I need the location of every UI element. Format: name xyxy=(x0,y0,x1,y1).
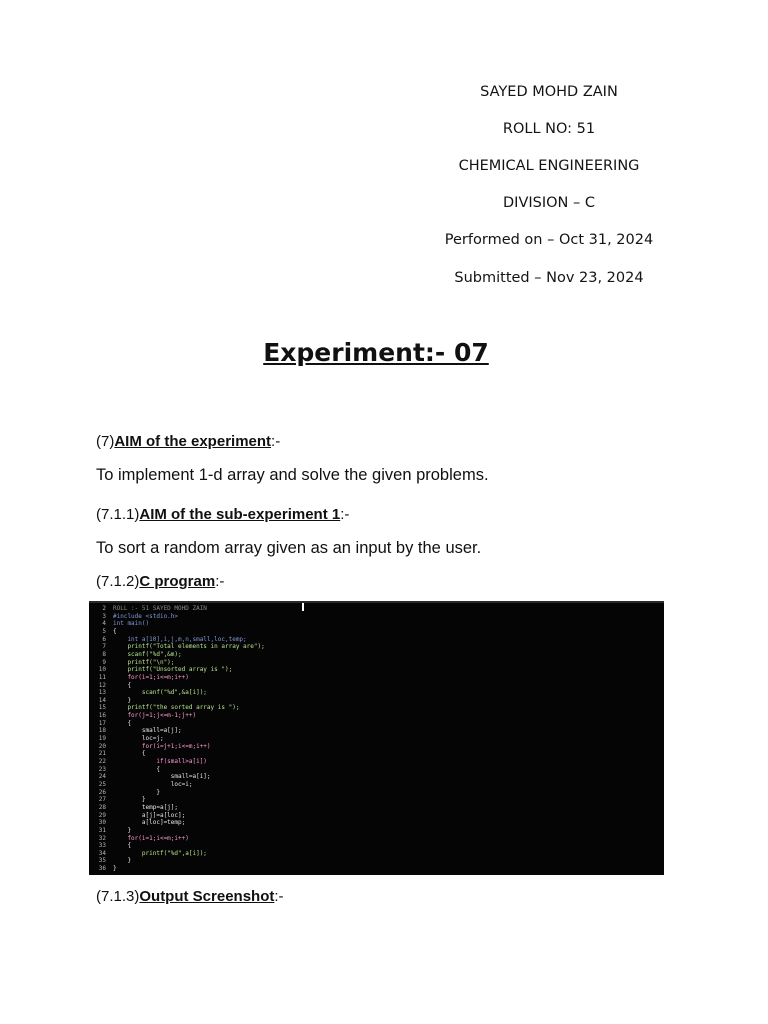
line-number: 9 xyxy=(102,658,106,666)
program-suffix: :- xyxy=(215,573,225,590)
code-text: loc=i; xyxy=(113,780,193,788)
line-number: 20 xyxy=(98,742,106,750)
code-text: } xyxy=(113,826,132,834)
code-text: for(i=j+1;i<=m;i++) xyxy=(113,742,211,750)
line-number: 29 xyxy=(98,811,106,819)
line-number: 2 xyxy=(102,605,106,612)
code-text: } xyxy=(113,865,117,873)
submitted-date: Submitted – Nov 23, 2024 xyxy=(454,270,644,286)
code-text: } xyxy=(113,796,146,804)
line-number: 19 xyxy=(98,735,106,743)
code-text: printf("%d",a[i]); xyxy=(113,849,207,857)
line-number: 34 xyxy=(98,849,106,857)
code-text: { xyxy=(113,750,146,758)
line-number: 18 xyxy=(98,727,106,735)
code-screenshot xyxy=(89,601,664,875)
aim-heading xyxy=(96,433,280,450)
code-text: { xyxy=(113,627,117,635)
line-number: 8 xyxy=(102,650,106,658)
aim-suffix: :- xyxy=(271,433,281,450)
line-number: 10 xyxy=(98,666,106,674)
line-number: 32 xyxy=(98,834,106,842)
code-text: for(i=1;i<=m;i++) xyxy=(113,834,189,842)
line-number: 35 xyxy=(98,857,106,865)
line-number: 30 xyxy=(98,819,106,827)
code-text: a[j]=a[loc]; xyxy=(113,811,186,819)
line-number: 11 xyxy=(98,673,106,681)
aim-text: To implement 1-d array and solve the given problems. xyxy=(96,466,489,484)
performed-date: Performed on – Oct 31, 2024 xyxy=(444,232,654,248)
line-number: 27 xyxy=(98,796,106,804)
code-text: scanf("%d",&m); xyxy=(113,650,182,658)
line-number: 6 xyxy=(102,635,106,643)
line-number: 3 xyxy=(102,612,106,620)
code-text: } xyxy=(113,788,160,796)
line-number: 31 xyxy=(98,826,106,834)
output-suffix: :- xyxy=(274,888,284,905)
code-text: for(j=1;j<=m-1;j++) xyxy=(113,712,197,720)
sub-aim-suffix: :- xyxy=(340,506,350,523)
output-heading xyxy=(96,888,284,905)
line-number: 4 xyxy=(102,620,106,628)
code-text: scanf("%d",&a[i]); xyxy=(113,689,207,697)
code-text: } xyxy=(113,696,132,704)
code-text: small=a[j]; xyxy=(113,727,182,735)
code-text: ROLL :- 51 SAYED MOHD ZAIN xyxy=(113,605,207,612)
line-number: 7 xyxy=(102,643,106,651)
code-text: { xyxy=(113,765,160,773)
program-heading-text: C program xyxy=(139,573,216,590)
output-prefix: (7.1.3) xyxy=(96,888,140,905)
division: DIVISION – C xyxy=(503,195,595,211)
line-number: 14 xyxy=(98,696,106,704)
code-text: printf("the sorted array is "); xyxy=(113,704,240,712)
code-text: { xyxy=(113,681,132,689)
code-text: printf("\n"); xyxy=(113,658,175,666)
code-text: printf("Total elements in array are"); xyxy=(113,643,265,651)
code-text: a[loc]=temp; xyxy=(113,819,186,827)
code-text: temp=a[j]; xyxy=(113,803,179,811)
line-number: 15 xyxy=(98,704,106,712)
code-text: small=a[i]; xyxy=(113,773,211,781)
code-text: #include <stdio.h> xyxy=(113,612,179,620)
line-number: 16 xyxy=(98,712,106,720)
line-number: 25 xyxy=(98,780,106,788)
line-number: 12 xyxy=(98,681,106,689)
code-text: int main() xyxy=(113,620,150,628)
line-number: 13 xyxy=(98,689,106,697)
roll-number: ROLL NO: 51 xyxy=(502,121,596,137)
code-text: } xyxy=(113,857,132,865)
program-heading xyxy=(96,573,224,590)
department: CHEMICAL ENGINEERING xyxy=(458,158,640,174)
aim-heading-text: AIM of the experiment xyxy=(114,433,272,450)
line-number: 26 xyxy=(98,788,106,796)
output-heading-text: Output Screenshot xyxy=(139,888,275,905)
code-text: for(i=1;i<=m;i++) xyxy=(113,673,189,681)
editor-top-bar xyxy=(89,601,664,603)
line-number: 22 xyxy=(98,758,106,765)
page-title: Experiment:- 07 xyxy=(263,338,489,367)
line-number: 36 xyxy=(98,865,106,873)
student-name: SAYED MOHD ZAIN xyxy=(480,84,618,100)
line-number: 17 xyxy=(98,719,106,727)
line-number: 24 xyxy=(98,773,106,781)
sub-aim-text: To sort a random array given as an input by the user. xyxy=(96,539,482,557)
sub-aim-heading-text: AIM of the sub-experiment 1 xyxy=(139,506,341,523)
sub-aim-heading xyxy=(96,506,349,523)
line-number: 33 xyxy=(98,842,106,850)
line-number: 23 xyxy=(98,765,106,773)
code-text: printf("Unsorted array is "); xyxy=(113,666,233,674)
line-number: 5 xyxy=(102,627,106,635)
program-prefix: (7.1.2) xyxy=(96,573,140,590)
code-text: if(small>a[i]) xyxy=(113,758,207,765)
line-number: 28 xyxy=(98,803,106,811)
code-text: int a[10],i,j,m,n,small,loc,temp; xyxy=(113,635,247,643)
text-cursor xyxy=(302,603,304,611)
code-text: { xyxy=(113,842,132,850)
sub-aim-prefix: (7.1.1) xyxy=(96,506,140,523)
code-text: { xyxy=(113,719,132,727)
aim-prefix: (7) xyxy=(96,433,115,450)
line-number: 21 xyxy=(98,750,106,758)
code-text: loc=j; xyxy=(113,735,164,743)
